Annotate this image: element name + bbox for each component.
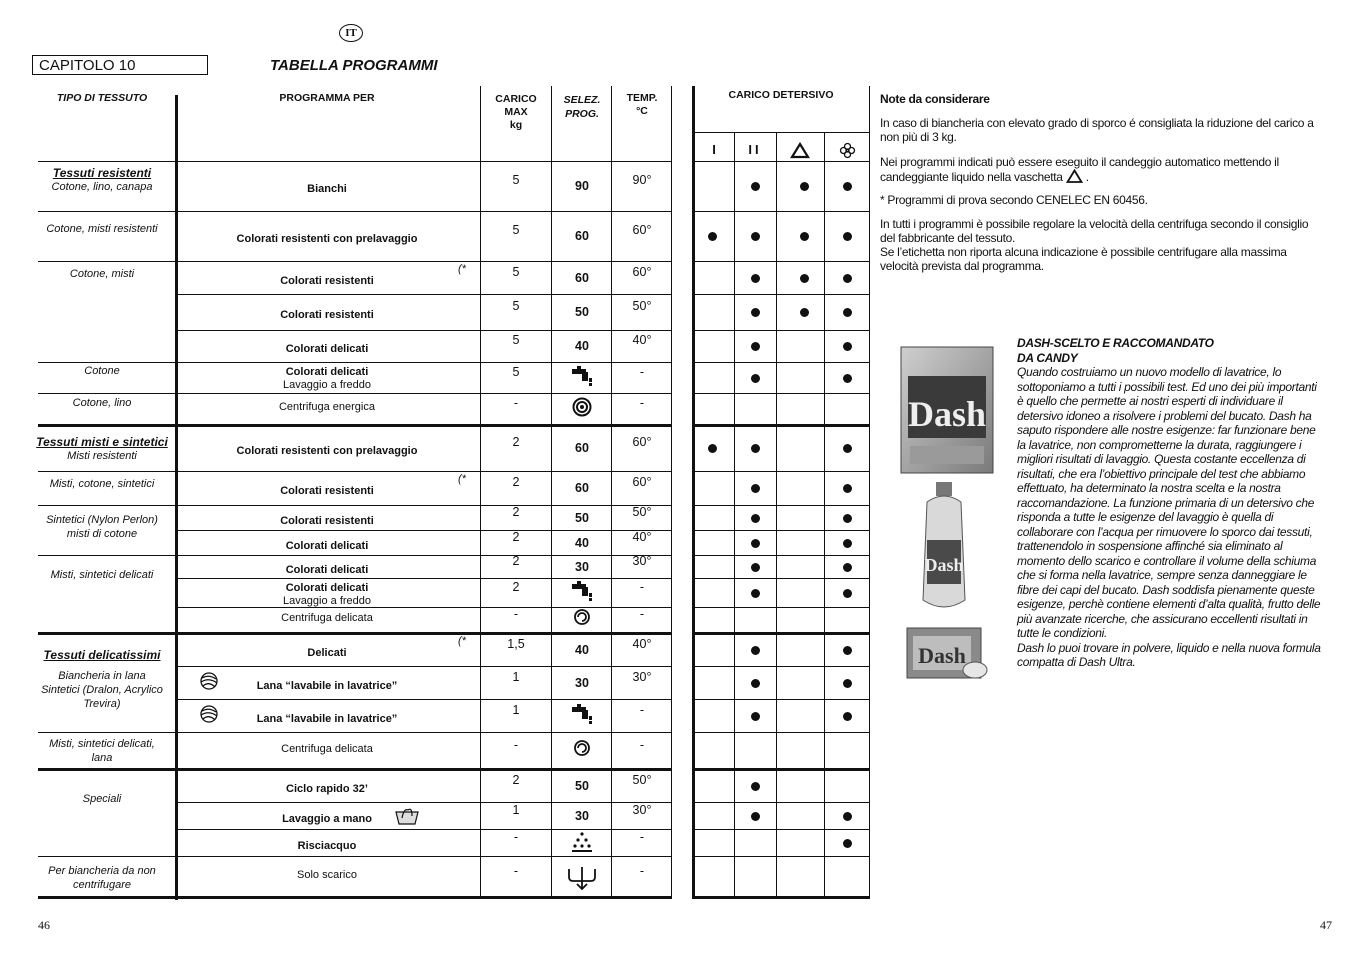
dash-logo: Dash: [924, 555, 964, 575]
temperature: 30°: [632, 669, 652, 684]
temperature: 50°: [632, 299, 652, 313]
row-divider: [693, 294, 870, 295]
max-load: 2: [512, 504, 520, 519]
row-divider: [693, 768, 870, 771]
detergent-dot: [751, 712, 760, 721]
chapter-label: CAPITOLO 10: [32, 55, 208, 75]
max-load: 1: [512, 802, 520, 817]
program-name: [182, 309, 472, 322]
program-sublabel: Lavaggio a freddo: [282, 379, 372, 391]
tissue-label-line: Sintetici (Dralon, Acrylico: [41, 684, 163, 696]
program-label: Colorati resistenti: [280, 309, 374, 321]
detergent-dot: [751, 444, 760, 453]
tissue-label-no-spin: [34, 864, 170, 892]
detergent-dot: [751, 374, 760, 383]
header-program: PROGRAMMA PER: [279, 92, 375, 104]
tissue-label: Speciali: [82, 793, 122, 805]
row-divider: [693, 632, 870, 635]
program-selector: 60: [575, 270, 589, 285]
program-name: Centrifuga delicata: [281, 612, 373, 624]
tissue-label: Cotone, lino: [72, 397, 132, 409]
detergent-dot: [843, 182, 852, 191]
header-carico: [480, 93, 552, 132]
detergent-dot: [800, 182, 809, 191]
tissue-label-line: Misti, sintetici delicati,: [49, 738, 155, 750]
row-divider: [178, 699, 672, 700]
dash-heading: DASH-SCELTO E RACCOMANDATO: [1017, 336, 1214, 350]
detergent-dot: [751, 646, 760, 655]
table-divider: [734, 132, 735, 899]
language-badge: IT: [339, 24, 363, 42]
program-label: Colorati delicati: [285, 366, 369, 378]
tissue-label-line: centrifugare: [72, 879, 132, 891]
temperature: -: [639, 737, 645, 752]
tissue-group-very-delicate: [34, 648, 170, 662]
program-name: [182, 515, 472, 528]
temperature: 30°: [632, 553, 652, 568]
row-divider: [693, 829, 870, 830]
max-load: 2: [512, 529, 520, 544]
max-load: 2: [512, 435, 520, 449]
temperature: -: [639, 607, 645, 621]
row-divider: [178, 802, 672, 803]
tissue-label: Cotone: [84, 365, 120, 377]
program-name: [182, 275, 472, 288]
dash-logo: Dash: [918, 643, 966, 668]
note-paragraph-bleach: [880, 155, 1320, 184]
program-label: Bianchi: [307, 183, 347, 195]
row-divider: [693, 732, 870, 733]
program-label: Colorati resistenti con prelavaggio: [236, 233, 418, 245]
max-load: -: [513, 607, 519, 621]
note-paragraph: In caso di biancheria con elevato grado di sporco é consigliata la riduzione del carico a non più di 3 kg.: [880, 116, 1314, 144]
detergent-dot: [708, 444, 717, 453]
page-number-right: 47: [1320, 918, 1332, 932]
header-carico-line3: kg: [509, 119, 523, 131]
softener-flower-icon: [839, 142, 856, 159]
row-divider: [38, 732, 672, 733]
bleach-triangle-icon: [790, 142, 810, 159]
row-divider: [693, 666, 870, 667]
max-load: -: [513, 737, 519, 752]
program-name: [182, 582, 472, 608]
row-divider: [38, 632, 672, 635]
header-sel-line1: SELEZ.: [563, 94, 601, 106]
tissue-label-line: Biancheria in lana: [58, 670, 146, 682]
max-load: 2: [512, 772, 520, 787]
program-name: Centrifuga energica: [278, 401, 375, 413]
program-selector: 40: [575, 535, 589, 550]
program-name: [182, 343, 472, 356]
detergent-dot: [751, 342, 760, 351]
max-load: 5: [512, 223, 520, 237]
program-label: Ciclo rapido 32’: [286, 782, 368, 795]
program-selector: 50: [575, 510, 589, 525]
temperature: 30°: [632, 802, 652, 817]
program-selector: 50: [575, 778, 589, 793]
row-divider: [693, 424, 870, 427]
program-selector: 60: [575, 481, 589, 495]
wool-icon: [198, 671, 220, 696]
table-divider: [869, 86, 870, 899]
temperature: -: [639, 829, 645, 844]
header-detergent: CARICO DETERSIVO: [728, 89, 834, 101]
detergent-dot: [751, 514, 760, 523]
spin-gentle-icon: [567, 608, 597, 631]
detergent-dot: [843, 839, 852, 848]
tissue-category-title: Tessuti misti e sintetici: [36, 435, 168, 449]
row-divider: [693, 530, 870, 531]
row-divider: [693, 393, 870, 394]
row-divider: [38, 896, 672, 899]
tissue-label: Cotone, lino, canapa: [51, 181, 153, 193]
dash-heading: DA CANDY: [1017, 350, 1078, 365]
detergent-dot: [843, 342, 852, 351]
tissue-label: Cotone, misti resistenti: [46, 223, 158, 235]
program-label: Lana “lavabile in lavatrice”: [256, 679, 398, 692]
program-name: [182, 366, 472, 392]
program-name: [182, 233, 472, 246]
row-divider: [38, 393, 672, 394]
program-selector: 90: [575, 179, 589, 193]
program-label: Colorati resistenti con prelavaggio: [236, 445, 418, 457]
program-sublabel: Lavaggio a freddo: [282, 595, 372, 607]
spin-gentle-icon: [567, 739, 597, 762]
detergent-dot: [751, 679, 760, 688]
temperature: 50°: [632, 504, 652, 519]
max-load: 5: [512, 264, 520, 279]
temperature: 60°: [632, 264, 652, 279]
program-name: [182, 445, 472, 458]
program-label: Colorati resistenti: [280, 514, 374, 527]
row-divider: [178, 829, 672, 830]
dash-logo: Dash: [907, 394, 987, 434]
dash-ultra-pack-image: [905, 622, 989, 682]
dash-body-text: Quando costruiamo un nuovo modello di lavatrice, lo sottoponiamo a tutti i possibili test. Ed uno dei più importanti è quello che permette ai nostri esperti di individuare il detersivo idoneo a risolvere i problemi del bucato. Dash ha saputo rispondere alle nostre esigenze: far funzionare bene la lavatrice, non comprometterne la durata, raggiungere i migliori risultati di lavaggio. Questa costante eccellenza di risultati, che era l’obiettivo principale del test che abbiamo effettuato, ha determinato la nostra scelta e la nostra raccomandazione. La funzione primaria di un detersivo che risponda a tutte le esigenze del lavaggio è quella di collaborare con l’acqua per rimuovere lo sporco dai tessuti, trattenendolo in sospensione affinché sia eliminato al momento dello scarico e controllare il volume della schiuma che si forma nella lavatrice, sempre senza danneggiare le fibre dei capi del bucato. Dash soddisfa pienamente queste esigenze, perchè contiene elementi d’alta qualità, frutto delle più avanzate ricerche, che assicurano eccellenti risultati in tutte le condizioni.: [1017, 365, 1321, 640]
detergent-dot: [843, 712, 852, 721]
page-number-left: 46: [38, 918, 50, 932]
detergent-dot: [843, 539, 852, 548]
page-title: TABELLA PROGRAMMI: [270, 57, 438, 74]
program-name: [182, 564, 472, 577]
program-name: [182, 783, 472, 796]
dash-body-text: Dash lo puoi trovare in polvere, liquido e nella nuova formula compatta di Dash Ultra.: [1017, 640, 1321, 669]
tissue-label-line: Per biancheria da non: [48, 865, 156, 877]
max-load: 2: [512, 579, 520, 594]
table-divider: [693, 132, 870, 133]
tissue-label: Misti, sintetici delicati: [50, 569, 154, 581]
table-divider: [175, 95, 178, 900]
detergent-dot: [751, 589, 760, 598]
program-selector: 40: [575, 339, 589, 353]
detergent-dot: [751, 232, 760, 241]
max-load: 5: [512, 333, 520, 347]
test-program-marker: (*: [458, 635, 466, 647]
detergent-col-prewash: I: [712, 142, 716, 157]
row-divider: [693, 555, 870, 556]
tissue-label-line: misti di cotone: [66, 528, 138, 540]
detergent-dot: [800, 274, 809, 283]
dash-recommendation: [1017, 336, 1322, 670]
table-divider: [692, 86, 695, 899]
temperature: 60°: [632, 475, 652, 489]
tissue-label-line: Trevira): [83, 698, 121, 710]
program-selector: 30: [575, 675, 589, 690]
max-load: 1: [512, 669, 520, 684]
temperature: 60°: [632, 223, 652, 237]
max-load: 5: [512, 299, 520, 313]
detergent-dot: [708, 232, 717, 241]
header-temp-line2: °C: [636, 105, 648, 117]
notes-heading: Note da considerare: [880, 92, 990, 106]
program-label: Colorati delicati: [285, 563, 369, 576]
row-divider: [178, 666, 672, 667]
dash-powder-box-image: [900, 346, 994, 474]
note-paragraph: In tutti i programmi è possibile regolare la velocità della centrifuga secondo il consiglio del fabbricante del tessuto.: [880, 217, 1309, 245]
temperature: 40°: [632, 636, 652, 651]
detergent-dot: [751, 182, 760, 191]
temperature: 60°: [632, 435, 652, 449]
row-divider: [38, 555, 672, 556]
program-label: Colorati delicati: [285, 582, 369, 594]
header-temp-line1: TEMP.: [626, 92, 658, 104]
program-name: [182, 713, 472, 726]
detergent-dot: [751, 563, 760, 572]
detergent-dot: [843, 444, 852, 453]
row-divider: [693, 161, 870, 162]
tissue-label: Misti resistenti: [67, 450, 137, 462]
max-load: -: [513, 396, 519, 410]
detergent-col-wash: II: [748, 142, 762, 157]
test-program-marker: (*: [458, 473, 466, 485]
max-load: 5: [512, 364, 520, 379]
program-label: Lavaggio a mano: [282, 812, 372, 825]
row-divider: [693, 261, 870, 262]
tissue-category-title: Tessuti resistenti: [52, 166, 152, 180]
detergent-dot: [843, 308, 852, 317]
row-divider: [38, 261, 672, 262]
hand-wash-icon: [394, 804, 420, 831]
max-load: 5: [512, 173, 520, 187]
row-divider: [693, 505, 870, 506]
program-label: Lana “lavabile in lavatrice”: [256, 712, 398, 725]
detergent-dot: [751, 274, 760, 283]
detergent-dot: [751, 539, 760, 548]
row-divider: [38, 768, 672, 771]
row-divider: [178, 294, 672, 295]
program-name: [182, 647, 472, 660]
tissue-label-line: Sintetici (Nylon Perlon): [46, 514, 158, 526]
program-label: Colorati resistenti: [280, 485, 374, 497]
rinse-icon: [567, 831, 597, 858]
max-load: -: [513, 863, 519, 878]
dash-liquid-bottle-image: [917, 480, 971, 612]
tissue-label: Cotone, misti: [69, 268, 135, 280]
header-sel-line2: PROG.: [565, 108, 599, 120]
temperature: 40°: [632, 529, 652, 544]
row-divider: [693, 856, 870, 857]
row-divider: [38, 471, 672, 472]
detergent-dot: [751, 308, 760, 317]
note-paragraph: * Programmi di prova secondo CENELEC EN 60456.: [880, 193, 1148, 207]
detergent-dot: [751, 782, 760, 791]
tap-icon: [567, 366, 597, 393]
tap-icon: [567, 704, 597, 731]
temperature: -: [639, 863, 645, 878]
row-divider: [178, 530, 672, 531]
spin-strong-icon: [567, 397, 597, 422]
row-divider: [693, 802, 870, 803]
program-name: [182, 540, 472, 553]
max-load: 1,5: [507, 636, 525, 651]
row-divider: [38, 161, 672, 162]
table-divider: [776, 132, 777, 899]
temperature: 90°: [632, 173, 652, 187]
detergent-dot: [843, 589, 852, 598]
max-load: 2: [512, 553, 520, 568]
program-label: Colorati delicati: [285, 539, 369, 552]
note-text: Nei programmi indicati può essere eseguito il candeggio automatico mettendo il candeggiante liquido nella vaschetta: [880, 155, 1279, 184]
header-tissue: TIPO DI TESSUTO: [56, 92, 148, 104]
max-load: 2: [512, 475, 520, 489]
temperature: -: [639, 702, 645, 717]
detergent-dot: [751, 484, 760, 493]
tissue-label-delicate-wool: [34, 737, 170, 765]
row-divider: [693, 330, 870, 331]
drain-icon: [567, 865, 597, 896]
tissue-label-synthetic: [34, 513, 170, 541]
temperature: 40°: [632, 333, 652, 347]
row-divider: [38, 505, 672, 506]
row-divider: [178, 578, 672, 579]
detergent-dot: [843, 484, 852, 493]
program-name: Solo scarico: [297, 868, 357, 881]
row-divider: [38, 362, 672, 363]
row-divider: [693, 896, 870, 899]
bleach-triangle-icon: [1066, 169, 1083, 183]
row-divider: [693, 607, 870, 608]
detergent-dot: [843, 232, 852, 241]
program-selector: 40: [575, 642, 589, 657]
program-selector: 60: [575, 229, 589, 243]
row-divider: [693, 362, 870, 363]
tissue-category-title: Tessuti delicatissimi: [43, 648, 161, 662]
program-selector: 30: [575, 559, 589, 574]
note-text: .: [1085, 170, 1089, 184]
row-divider: [693, 471, 870, 472]
program-name: [182, 485, 472, 498]
temperature: -: [639, 364, 645, 379]
temperature: -: [639, 396, 645, 410]
program-name: [182, 680, 472, 693]
tissue-group-resistant: [34, 166, 170, 194]
detergent-dot: [843, 514, 852, 523]
program-name: [182, 183, 472, 196]
header-temp: [612, 92, 672, 118]
program-name: [182, 813, 472, 826]
detergent-dot: [843, 679, 852, 688]
program-name: [182, 840, 472, 853]
row-divider: [38, 211, 672, 212]
program-selector: 60: [575, 441, 589, 455]
tissue-group-mixed-synthetic: [34, 435, 170, 463]
tissue-label-line: lana: [91, 752, 113, 764]
program-label: Delicati: [307, 646, 347, 659]
row-divider: [693, 211, 870, 212]
header-carico-line2: MAX: [504, 106, 528, 118]
header-carico-line1: CARICO: [495, 93, 537, 105]
detergent-dot: [843, 563, 852, 572]
program-label: Colorati delicati: [285, 343, 369, 355]
row-divider: [693, 578, 870, 579]
tap-icon: [567, 581, 597, 608]
row-divider: [693, 699, 870, 700]
max-load: -: [513, 829, 519, 844]
header-selector: [552, 93, 612, 121]
temperature: 50°: [632, 772, 652, 787]
row-divider: [178, 330, 672, 331]
test-program-marker: (*: [458, 263, 466, 275]
row-divider: [38, 424, 672, 427]
detergent-dot: [800, 308, 809, 317]
detergent-dot: [800, 232, 809, 241]
wool-icon: [198, 704, 220, 729]
note-paragraph: Se l’etichetta non riporta alcuna indicazione è possibile centrifugare alla massima velocità prevista dal programma.: [880, 245, 1287, 273]
detergent-dot: [843, 274, 852, 283]
table-divider: [824, 132, 825, 899]
program-selector: 30: [575, 808, 589, 823]
detergent-dot: [751, 812, 760, 821]
tissue-label: Misti, cotone, sintetici: [49, 478, 155, 490]
max-load: 1: [512, 702, 520, 717]
detergent-dot: [843, 646, 852, 655]
temperature: -: [639, 579, 645, 594]
detergent-dot: [843, 374, 852, 383]
program-label: Risciacquo: [297, 839, 357, 852]
program-name: Centrifuga delicata: [281, 742, 373, 755]
detergent-dot: [843, 812, 852, 821]
program-label: Colorati resistenti: [280, 274, 374, 287]
tissue-label-wool: [34, 669, 170, 711]
program-selector: 50: [575, 305, 589, 319]
